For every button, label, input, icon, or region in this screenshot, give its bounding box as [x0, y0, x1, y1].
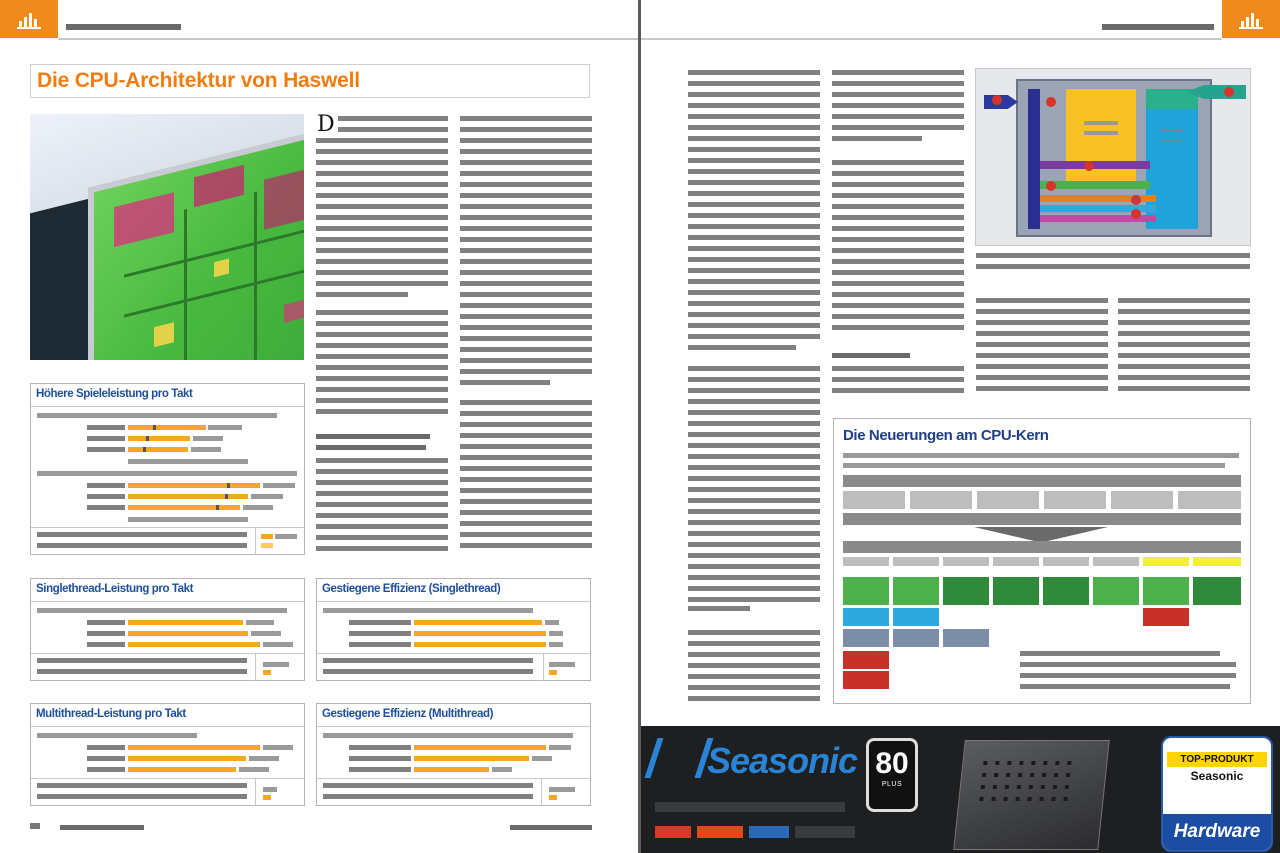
chart-efficiency-singlethread-title: Gestiegene Effizienz (Singlethread) — [322, 583, 501, 595]
ad-partners-row-1 — [655, 802, 845, 812]
diagram-caption-line-1 — [976, 253, 1250, 258]
bar-chart-icon — [1239, 9, 1263, 29]
core-improvements-box — [833, 418, 1251, 704]
award-badge — [1161, 736, 1273, 852]
badge-number: 80 — [875, 747, 909, 780]
chart-efficiency-singlethread — [316, 578, 591, 681]
award-brand: Seasonic — [1190, 769, 1244, 783]
ad-partner-logo — [795, 826, 855, 838]
chart-efficiency-multithread-title: Gestiegene Effizienz (Multithread) — [322, 708, 494, 720]
drop-cap: D — [317, 112, 335, 137]
article-title: Die CPU-Architektur von Haswell — [37, 69, 360, 92]
page-number-left — [30, 823, 40, 829]
ad-partner-logo — [697, 826, 743, 838]
running-head-right — [1102, 24, 1214, 30]
header-rule-right — [641, 38, 1222, 40]
section-tab-right — [1222, 0, 1280, 38]
badge-text: PLUS — [881, 781, 903, 788]
cpu-photo — [30, 114, 304, 360]
ad-brand: Seasonic — [707, 740, 858, 781]
architecture-diagram — [975, 68, 1251, 246]
chart-singlethread — [30, 578, 305, 681]
psu-product-image — [953, 740, 1110, 850]
section-tab-left — [0, 0, 58, 38]
seasonic-logo-icon — [645, 738, 714, 778]
chart-singlethread-title: Singlethread-Leistung pro Takt — [36, 583, 194, 595]
article-title-box — [30, 64, 590, 98]
ad-partner-logo — [655, 826, 691, 838]
award-magazine: Hardware — [1163, 814, 1271, 850]
footer-left — [60, 825, 144, 830]
footer-left-right — [510, 825, 592, 830]
bar-chart-icon — [17, 9, 41, 29]
advertisement[interactable] — [641, 726, 1280, 853]
chart-multithread — [30, 703, 305, 806]
chart-gaming — [30, 383, 305, 555]
80-plus-badge — [866, 738, 918, 812]
running-head-left — [66, 24, 181, 30]
core-improvements-title: Die Neuerungen am CPU-Kern — [843, 427, 1049, 444]
award-top: TOP-PRODUKT — [1167, 752, 1267, 767]
chart-gaming-title: Höhere Spieleleistung pro Takt — [36, 388, 193, 400]
chart-efficiency-multithread — [316, 703, 591, 806]
ad-partner-logo — [749, 826, 789, 838]
chart-multithread-title: Multithread-Leistung pro Takt — [36, 708, 186, 720]
header-rule-left — [58, 38, 638, 40]
diagram-caption-line-2 — [976, 264, 1250, 269]
